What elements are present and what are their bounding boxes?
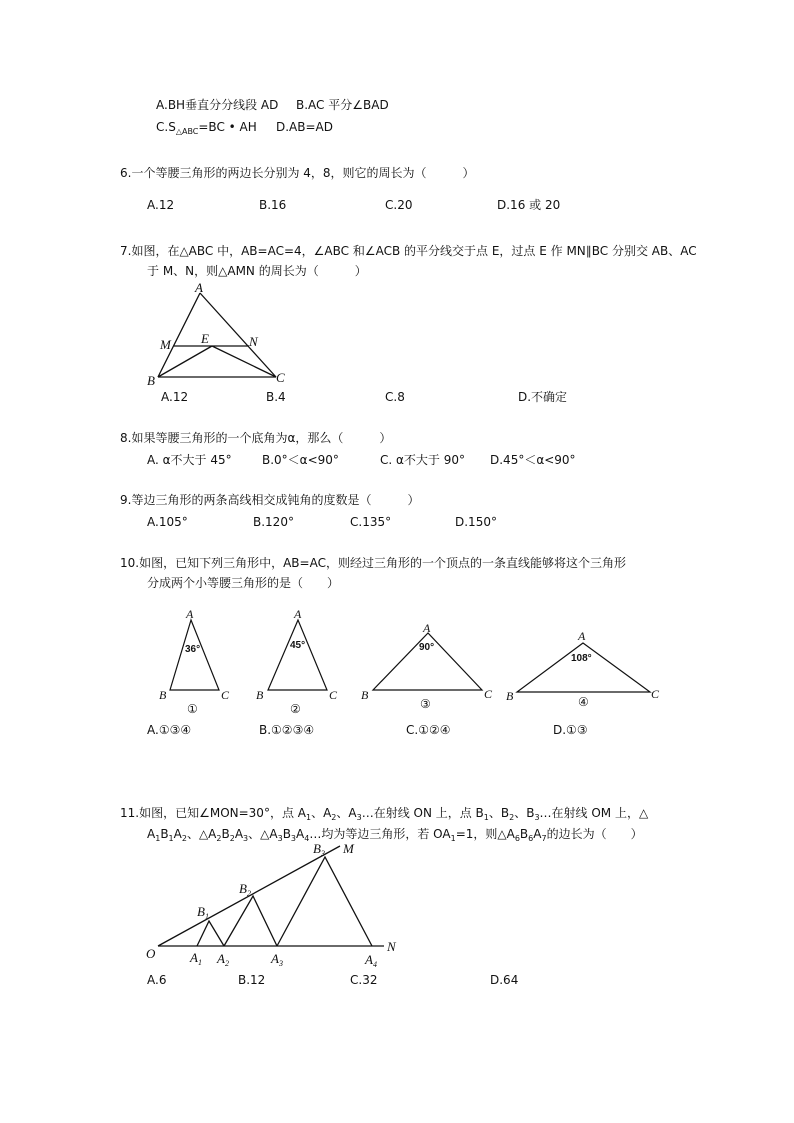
q5-option-c-post: =BC • AH: [198, 120, 257, 134]
q6-option-b: B.16: [259, 198, 287, 212]
q10-option-c: C.①②④: [406, 723, 451, 737]
q10-fig3-label-c: C: [484, 687, 493, 701]
q11-l1-sub1: 1: [305, 813, 312, 822]
q11-l2-g: 、△A: [248, 827, 278, 841]
q10-option-a: A.①③④: [147, 723, 192, 737]
q10-fig3-angle: 90°: [419, 642, 435, 653]
q9-stem: 9.等边三角形的两条高线相交成钝角的度数是（ ）: [120, 493, 420, 507]
q11-triangle-a2b2a3: [224, 896, 277, 946]
q7-stem-line1: 7.如图，在△ABC 中，AB=AC=4，∠ABC 和∠ACB 的平分线交于点 E，过点 E 作 MN∥BC 分别交 AB、AC: [120, 244, 697, 258]
q10-fig2-number: ②: [290, 702, 301, 716]
q10-fig1-angle: 36°: [185, 644, 201, 655]
q11-label-a3: $A_3$: [271, 951, 283, 968]
q5-option-c-pre: C.S: [156, 120, 176, 134]
q10-fig4-label-a: A: [578, 629, 586, 643]
q7-label-n: N: [249, 334, 258, 349]
q11-l1-sub4: 1: [483, 813, 489, 822]
q11-label-n: N: [387, 939, 396, 954]
q11-option-a: A.6: [147, 973, 167, 987]
q5-option-b: B.AC 平分∠BAD: [296, 98, 389, 112]
q11-l1-sub5: 2: [509, 813, 515, 822]
q11-option-c: C.32: [350, 973, 378, 987]
q7-label-e: E: [201, 331, 209, 346]
q11-l2-s6: 3: [243, 834, 249, 843]
q11-l2-s11: 6: [514, 834, 520, 843]
q10-fig2-angle: 45°: [290, 640, 306, 651]
q10-fig2-label-a: A: [294, 607, 302, 621]
q11-label-o: O: [146, 946, 156, 961]
q11-l1-sub3: 3: [356, 813, 362, 822]
q10-fig2-label-b: B: [256, 688, 264, 702]
q10-stem-line2: 分成两个小等腰三角形的是（ ）: [147, 576, 340, 590]
q6-stem: 6.一个等腰三角形的两边长分别为 4，8，则它的周长为（ ）: [120, 166, 475, 180]
q10-fig3-label-b: B: [361, 688, 369, 702]
q11-l2-s7: 3: [277, 834, 283, 843]
q5-option-c-sub: △ABC: [175, 127, 199, 136]
q11-l1-b: 、A: [311, 806, 332, 820]
q11-label-m: M: [343, 841, 354, 856]
q10-fig4-label-b: B: [506, 689, 514, 703]
q7-label-c: C: [276, 370, 285, 385]
q11-l2-s3: 2: [181, 834, 187, 843]
q8-option-b: B.0°＜α<90°: [262, 453, 339, 467]
q11-l1-d: …在射线 ON 上，点 B: [361, 806, 484, 820]
q11-l2-f: A: [234, 827, 244, 841]
q11-l2-s1: 1: [155, 834, 161, 843]
q11-triangle-a3b3a4: [277, 857, 372, 946]
q11-label-a1: $A_1$: [190, 950, 202, 967]
q9-option-b: B.120°: [253, 515, 294, 529]
q6-option-a: A.12: [147, 198, 175, 212]
q9-option-d: D.150°: [455, 515, 497, 529]
q11-l2-b: B: [160, 827, 169, 841]
q11-l2-j: …均为等边三角形，若 OA: [309, 827, 451, 841]
q7-option-c: C.8: [385, 390, 405, 404]
q11-l1-sub6: 3: [534, 813, 540, 822]
q8-option-c: C. α不大于 90°: [380, 453, 466, 467]
q10-fig1-number: ①: [187, 702, 198, 716]
q11-l2-s2: 1: [168, 834, 174, 843]
q11-l1-f: 、B: [514, 806, 535, 820]
q5-option-d: D.AB=AD: [276, 120, 333, 134]
q7-option-b: B.4: [266, 390, 286, 404]
q8-option-d: D.45°＜α<90°: [490, 453, 576, 467]
q11-label-a4: $A_4$: [365, 952, 377, 969]
q11-l2-l: B: [519, 827, 529, 841]
q7-label-a: A: [195, 280, 203, 295]
q11-l2-s12: 6: [528, 834, 534, 843]
q7-label-m: M: [160, 337, 171, 352]
q10-fig4-label-c: C: [651, 687, 660, 701]
q9-option-a: A.105°: [147, 515, 188, 529]
q11-l2-d: 、△A: [186, 827, 217, 841]
q11-l2-k: =1，则△A: [455, 827, 515, 841]
q7-option-d: D.不确定: [518, 390, 568, 404]
q11-l2-s4: 2: [216, 834, 222, 843]
q10-fig3-label-a: A: [423, 621, 431, 635]
q8-stem: 8.如果等腰三角形的一个底角为α，那么（ ）: [120, 431, 392, 445]
q10-fig4-angle: 108°: [571, 653, 592, 664]
q10-option-b: B.①②③④: [259, 723, 315, 737]
q11-l1-e: 、B: [488, 806, 510, 820]
q11-l2-h: B: [282, 827, 291, 841]
q7-stem-line2: 于 M、N，则△AMN 的周长为（ ）: [147, 264, 367, 278]
q11-triangle-a1b1a2: [197, 921, 224, 946]
q10-fig1-label-b: B: [159, 688, 167, 702]
q11-l2-e: B: [221, 827, 230, 841]
q10-fig4-number: ④: [578, 695, 589, 709]
q11-l1-g: …在射线 OM 上，△: [539, 806, 649, 820]
q11-label-a2: $A_2$: [217, 951, 229, 968]
q11-l1-c: 、A: [336, 806, 357, 820]
q11-l2-s8: 3: [290, 834, 297, 843]
q6-option-d: D.16 或 20: [497, 198, 561, 212]
q6-option-c: C.20: [385, 198, 413, 212]
q11-l2-c: A: [173, 827, 182, 841]
q11-l2-n: 的边长为（ ）: [546, 827, 643, 841]
q11-l2-i: A: [296, 827, 305, 841]
q10-stem-line1: 10.如图，已知下列三角形中，AB=AC，则经过三角形的一个顶点的一条直线能够将这个三角形: [120, 556, 626, 570]
q11-l2-m: A: [533, 827, 542, 841]
q8-option-a: A. α不大于 45°: [147, 453, 232, 467]
q10-fig1-label-c: C: [221, 688, 230, 702]
q11-l1-a: 11.如图，已知∠MON=30°，点 A: [120, 806, 306, 820]
q11-l1-sub2: 2: [331, 813, 337, 822]
q9-option-c: C.135°: [350, 515, 392, 529]
q10-fig3-number: ③: [420, 697, 431, 711]
q10-fig2-label-c: C: [329, 688, 338, 702]
q11-option-b: B.12: [238, 973, 266, 987]
q11-l2-s13: 7: [541, 834, 547, 843]
q11-l2-s10: 1: [450, 834, 456, 843]
q11-label-b1: $B_1$: [197, 904, 209, 921]
q11-option-d: D.64: [490, 973, 519, 987]
q10-option-d: D.①③: [553, 723, 588, 737]
q7-label-b: B: [147, 373, 155, 388]
q5-option-a: A.BH垂直分分线段 AD: [156, 98, 279, 112]
q11-label-b3: $B_3$: [313, 841, 325, 858]
q11-l2-s5: 2: [229, 834, 235, 843]
q11-l2-s9: 4: [304, 834, 310, 843]
q10-fig1-label-a: A: [186, 607, 194, 621]
q11-l2-a: A: [147, 827, 156, 841]
q11-label-b2: $B_2$: [239, 881, 251, 898]
q7-option-a: A.12: [161, 390, 189, 404]
